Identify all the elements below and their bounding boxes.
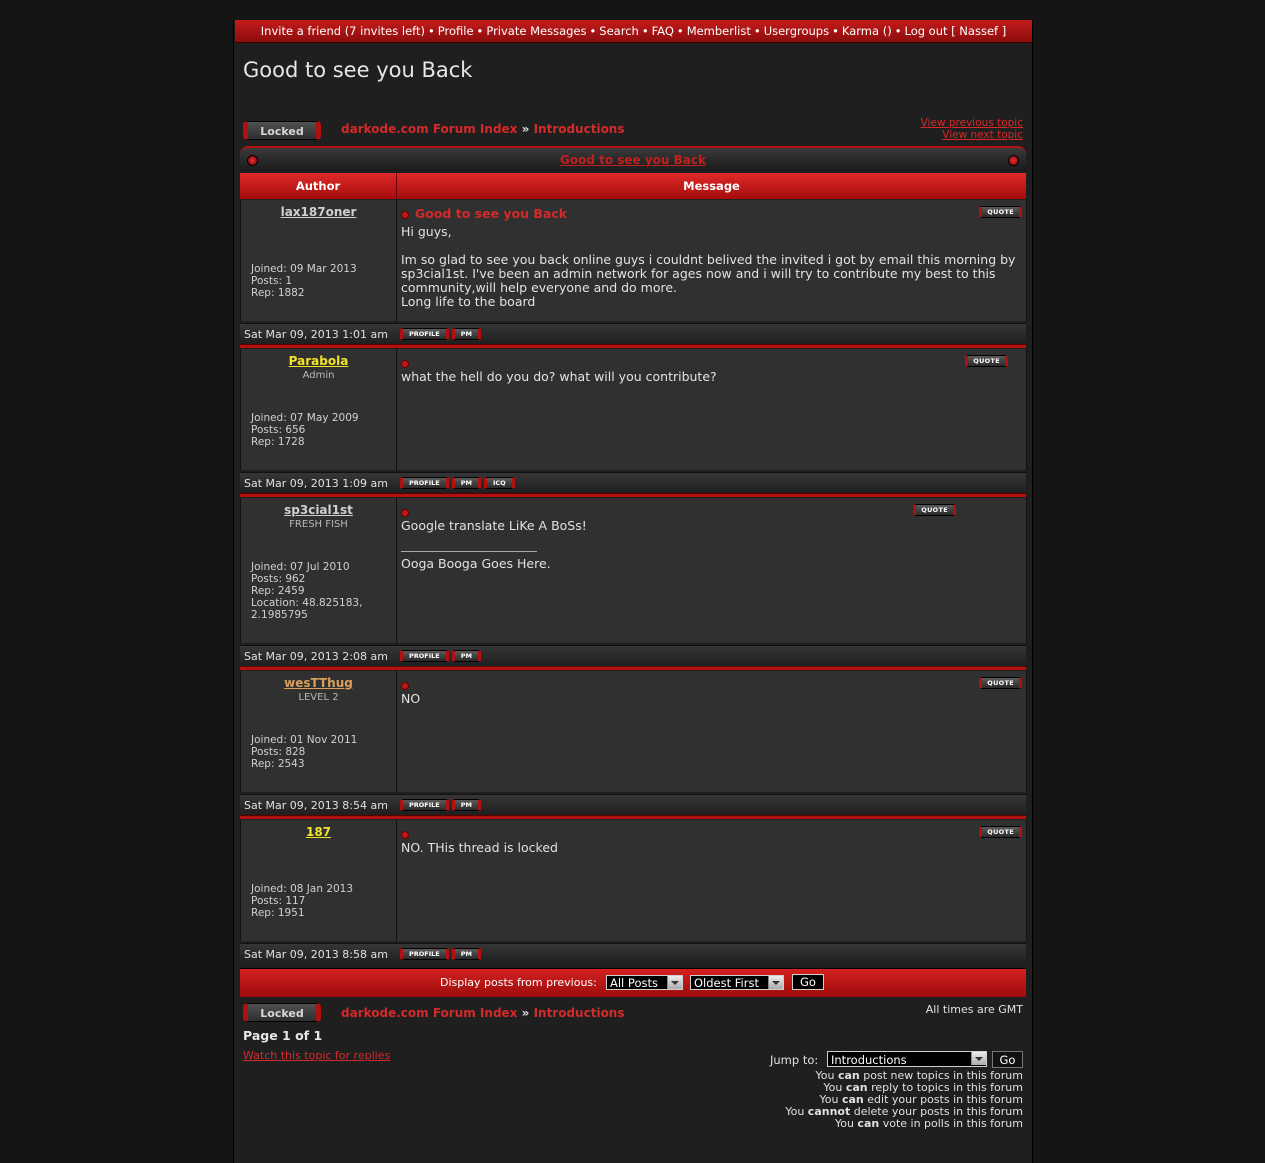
joined-date: Joined: 09 Mar 2013 xyxy=(251,263,357,275)
post-row xyxy=(240,200,1026,348)
divider xyxy=(240,666,1026,670)
author-rank: FRESH FISH xyxy=(289,519,348,530)
author-cell xyxy=(240,498,397,643)
locked-button[interactable]: Locked xyxy=(243,1003,321,1022)
post-footer xyxy=(240,472,1026,493)
watch-topic-link[interactable]: Watch this topic for replies xyxy=(243,1049,391,1062)
quote-button[interactable]: QUOTE xyxy=(965,355,1008,367)
profile-button[interactable]: PROFILE xyxy=(400,948,449,960)
pagination: Page 1 of 1 xyxy=(243,1028,323,1043)
post-subject xyxy=(401,355,415,370)
author-cell xyxy=(240,349,397,470)
permission-line: You cannot delete your posts in this forum xyxy=(785,1105,1023,1118)
post-subject xyxy=(401,504,415,519)
post-subject xyxy=(401,677,415,692)
message-cell xyxy=(397,820,1027,941)
posts-range-select[interactable] xyxy=(606,975,683,990)
breadcrumb-introductions[interactable]: Introductions xyxy=(533,122,625,136)
breadcrumb xyxy=(341,122,625,136)
pm-button[interactable]: PM xyxy=(452,650,481,662)
post-footer xyxy=(240,645,1026,666)
nav-separator: • xyxy=(641,24,649,38)
chevron-down-icon xyxy=(768,976,783,989)
post-icon xyxy=(401,509,409,517)
post-count: Posts: 656 xyxy=(251,424,306,436)
message-cell xyxy=(397,671,1027,792)
author-rank: Admin xyxy=(302,370,335,381)
chevron-down-icon xyxy=(971,1052,986,1065)
post-count: Posts: 1 xyxy=(251,275,292,287)
forum-page xyxy=(233,20,1033,1163)
profile-link[interactable]: Profile xyxy=(437,24,474,38)
post-row xyxy=(240,498,1026,670)
quote-button[interactable]: QUOTE xyxy=(979,206,1022,218)
reputation: Rep: 2459 xyxy=(251,585,305,597)
post-actions xyxy=(400,948,484,967)
quote-button[interactable]: QUOTE xyxy=(913,504,956,516)
pm-button[interactable]: PM xyxy=(452,477,481,489)
divider xyxy=(240,493,1026,497)
post-body xyxy=(401,225,1021,309)
permission-line: You can vote in polls in this forum xyxy=(834,1117,1023,1130)
profile-button[interactable]: PROFILE xyxy=(400,650,449,662)
author-cell xyxy=(240,671,397,792)
author-name[interactable]: wesTThug xyxy=(284,676,353,690)
author-name[interactable]: sp3cial1st xyxy=(284,503,353,517)
nav-separator: • xyxy=(589,24,597,38)
joined-date: Joined: 07 Jul 2010 xyxy=(251,561,350,573)
nav-separator: • xyxy=(476,24,484,38)
pm-button[interactable]: PM xyxy=(452,948,481,960)
usergroups-link[interactable]: Usergroups xyxy=(763,24,830,38)
nav-separator: • xyxy=(753,24,761,38)
post-text: what the hell do you do? what will you contribute? xyxy=(401,369,717,384)
post-subject xyxy=(401,206,567,221)
author-stats xyxy=(251,263,357,299)
joined-date: Joined: 01 Nov 2011 xyxy=(251,734,358,746)
reputation: Rep: 1882 xyxy=(251,287,305,299)
author-stats xyxy=(251,883,353,919)
author-cell xyxy=(240,200,397,321)
jump-go-button[interactable]: Go xyxy=(992,1051,1023,1068)
invite-link[interactable]: Invite a friend (7 invites left) xyxy=(260,24,425,38)
breadcrumb-separator: » xyxy=(521,1006,530,1020)
nav-separator: • xyxy=(894,24,902,38)
joined-date: Joined: 07 May 2009 xyxy=(251,412,359,424)
posts-range-value: All Posts xyxy=(610,976,658,990)
post-date: Sat Mar 09, 2013 8:58 am xyxy=(244,948,388,961)
quote-button[interactable]: QUOTE xyxy=(979,677,1022,689)
post-text: Long life to the board xyxy=(401,294,536,309)
quote-button[interactable]: QUOTE xyxy=(979,826,1022,838)
jump-to-select[interactable] xyxy=(827,1051,987,1067)
message-cell xyxy=(397,349,1027,470)
nav-separator: • xyxy=(832,24,839,38)
author-stats xyxy=(251,561,381,621)
timezone-note: All times are GMT xyxy=(925,1003,1023,1016)
topic-title-bar xyxy=(240,146,1026,171)
reputation: Rep: 1951 xyxy=(251,907,305,919)
joined-date: Joined: 08 Jan 2013 xyxy=(251,883,354,895)
post-count: Posts: 117 xyxy=(251,895,306,907)
post-count: Posts: 828 xyxy=(251,746,306,758)
post-date: Sat Mar 09, 2013 1:01 am xyxy=(244,328,388,341)
author-name[interactable]: 187 xyxy=(305,825,332,839)
faq-link[interactable]: FAQ xyxy=(651,24,674,38)
bullet-icon xyxy=(247,155,258,166)
memberlist-link[interactable]: Memberlist xyxy=(686,24,751,38)
profile-button[interactable]: PROFILE xyxy=(400,799,449,811)
post-subject-text: Good to see you Back xyxy=(415,206,568,221)
breadcrumb-introductions[interactable]: Introductions xyxy=(533,1006,625,1020)
display-options-bar xyxy=(240,968,1026,997)
topic-title-link[interactable]: Good to see you Back xyxy=(560,153,706,167)
author-name[interactable]: lax187oner xyxy=(280,205,357,219)
post-date: Sat Mar 09, 2013 8:54 am xyxy=(244,799,388,812)
post-text xyxy=(401,239,1021,253)
post-body xyxy=(401,841,1021,855)
location: Location: 48.825183, 2.1985795 xyxy=(251,597,363,621)
author-stats xyxy=(251,734,357,770)
reputation: Rep: 1728 xyxy=(251,436,305,448)
message-cell xyxy=(397,498,1027,643)
reputation: Rep: 2543 xyxy=(251,758,305,770)
author-column-header: Author xyxy=(240,173,397,199)
post-body xyxy=(401,692,1021,706)
pm-button[interactable]: PM xyxy=(452,799,481,811)
post-text: Im so glad to see you back online guys i couldnt belived the invited i got by email this morning by sp3cial1st. I've been an admin network for ages now and i will try to contribute my best to this community,will help everyone and do more. xyxy=(401,252,1020,295)
post-text: Google translate LiKe A BoSs! xyxy=(401,518,587,533)
view-next-topic-link[interactable]: View next topic xyxy=(942,129,1023,141)
logout-link[interactable]: Log out [ Nassef ] xyxy=(904,24,1007,38)
profile-button[interactable]: PROFILE xyxy=(400,477,449,489)
post-row xyxy=(240,671,1026,819)
nav-separator: • xyxy=(427,24,435,38)
private-messages-link[interactable]: Private Messages xyxy=(486,24,587,38)
permission-line: You can post new topics in this forum xyxy=(815,1069,1023,1082)
breadcrumb-forum-index[interactable]: darkode.com Forum Index xyxy=(341,1006,518,1020)
forum-permissions xyxy=(785,1070,1023,1130)
page-title: Good to see you Back xyxy=(243,58,473,82)
permission-line: You can reply to topics in this forum xyxy=(823,1081,1023,1094)
signature-divider xyxy=(401,543,1021,557)
post-body xyxy=(401,519,1021,571)
post-footer xyxy=(240,323,1026,344)
post-body xyxy=(401,370,1021,384)
post-row xyxy=(240,349,1026,497)
post-icon xyxy=(401,682,409,690)
icq-button[interactable]: ICQ xyxy=(484,477,515,489)
author-rank: LEVEL 2 xyxy=(298,692,339,703)
post-text: NO xyxy=(401,691,421,706)
post-row xyxy=(240,820,1026,966)
permission-line: You can edit your posts in this forum xyxy=(819,1093,1023,1106)
post-footer xyxy=(240,943,1026,964)
top-navigation xyxy=(235,20,1032,43)
post-icon xyxy=(401,211,409,219)
post-text: Hi guys, xyxy=(401,224,452,239)
breadcrumb xyxy=(341,1006,625,1020)
post-subject xyxy=(401,826,415,841)
topic-navigation xyxy=(921,117,1023,141)
post-icon xyxy=(401,831,409,839)
author-name[interactable]: Parabola xyxy=(288,354,349,368)
view-previous-topic-link[interactable]: View previous topic xyxy=(920,117,1023,129)
signature: Ooga Booga Goes Here. xyxy=(401,556,551,571)
message-column-header: Message xyxy=(683,179,740,193)
jump-to-value: Introductions xyxy=(831,1053,907,1067)
divider xyxy=(240,815,1026,819)
author-stats xyxy=(251,412,359,448)
message-cell xyxy=(397,200,1027,321)
breadcrumb-separator: » xyxy=(521,122,530,136)
karma-link[interactable]: Karma () xyxy=(841,24,892,38)
jump-to-label: Jump to: xyxy=(770,1053,819,1067)
breadcrumb-forum-index[interactable]: darkode.com Forum Index xyxy=(341,122,518,136)
chevron-down-icon xyxy=(667,976,682,989)
search-link[interactable]: Search xyxy=(599,24,639,38)
display-go-button[interactable]: Go xyxy=(792,974,824,990)
divider xyxy=(240,344,1026,348)
sort-order-select[interactable] xyxy=(690,975,784,990)
post-footer xyxy=(240,794,1026,815)
post-text: NO. THis thread is locked xyxy=(401,840,558,855)
locked-button[interactable]: Locked xyxy=(243,121,321,140)
pm-button[interactable]: PM xyxy=(452,328,481,340)
table-header xyxy=(240,173,1026,199)
post-date: Sat Mar 09, 2013 1:09 am xyxy=(244,477,388,490)
profile-button[interactable]: PROFILE xyxy=(400,328,449,340)
post-date: Sat Mar 09, 2013 2:08 am xyxy=(244,650,388,663)
bullet-icon xyxy=(1008,155,1019,166)
sort-order-value: Oldest First xyxy=(694,976,759,990)
post-icon xyxy=(401,360,409,368)
nav-separator: • xyxy=(676,24,684,38)
post-count: Posts: 962 xyxy=(251,573,306,585)
author-cell xyxy=(240,820,397,941)
display-posts-label: Display posts from previous: xyxy=(440,976,597,989)
